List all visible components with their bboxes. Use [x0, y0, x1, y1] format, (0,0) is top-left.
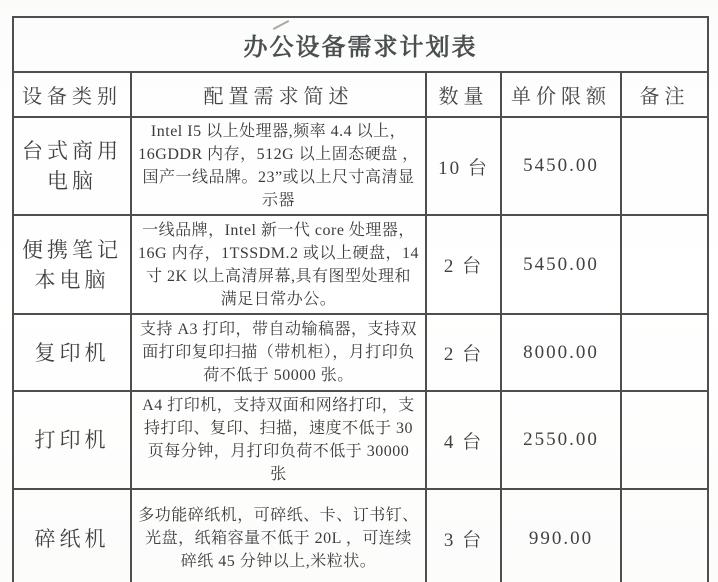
- cell-description: 支持 A3 打印，带自动输稿器，支持双面打印复印扫描（带机柜），月打印负荷不低于 50000 张。: [131, 314, 426, 391]
- cell-quantity: 10 台: [426, 117, 501, 215]
- cell-unit-price-limit: 990.00: [501, 489, 621, 582]
- table-title-row: [13, 17, 708, 72]
- cell-category: 碎纸机: [13, 489, 131, 582]
- cell-unit-price-limit: 8000.00: [501, 314, 621, 391]
- cell-quantity: 2 台: [426, 314, 501, 391]
- cell-description: A4 打印机，支持双面和网络打印，支持打印、复印、扫描，速度不低于 30 页每分钟，月打印负荷不低于 30000 张: [131, 391, 426, 489]
- table-row-laptop: [13, 215, 708, 314]
- cell-category: 便携笔记本电脑: [13, 215, 131, 314]
- table-row-copier: [13, 314, 708, 391]
- equipment-plan-table: [12, 16, 709, 582]
- table-row-desktop-computer: [13, 117, 708, 215]
- cell-description: Intel I5 以上处理器,频率 4.4 以上，16GDDR 内存，512G 以上固态硬盘 ，国产一线品牌。23”或以上尺寸高清显示器: [131, 117, 426, 215]
- table-row-shredder: [13, 489, 708, 582]
- cell-remark: [621, 117, 708, 215]
- page-title: 办公设备需求计划表: [13, 17, 708, 72]
- cell-category: 台式商用电脑: [13, 117, 131, 215]
- cell-unit-price-limit: 2550.00: [501, 391, 621, 489]
- cell-remark: [621, 391, 708, 489]
- col-header-remark: 备注: [621, 72, 708, 117]
- cell-description: 一线品牌，Intel 新一代 core 处理器，16G 内存，1TSSDM.2 或以上硬盘，14 寸 2K 以上高清屏幕,具有图型处理和满足日常办公。: [131, 215, 426, 314]
- cell-category: 复印机: [13, 314, 131, 391]
- cell-unit-price-limit: 5450.00: [501, 215, 621, 314]
- table-header-row: [13, 72, 708, 117]
- cell-quantity: 4 台: [426, 391, 501, 489]
- cell-description: 多功能碎纸机，可碎纸、卡、订书钉、光盘，纸箱容量不低于 20L ，可连续碎纸 45 分钟以上,米粒状。: [131, 489, 426, 582]
- col-header-quantity: 数量: [426, 72, 501, 117]
- cell-remark: [621, 314, 708, 391]
- cell-unit-price-limit: 5450.00: [501, 117, 621, 215]
- table-row-printer: [13, 391, 708, 489]
- cell-category: 打印机: [13, 391, 131, 489]
- cell-quantity: 2 台: [426, 215, 501, 314]
- col-header-unit-price-limit: 单价限额: [501, 72, 621, 117]
- col-header-category: 设备类别: [13, 72, 131, 117]
- col-header-config-brief: 配置需求简述: [131, 72, 426, 117]
- cell-quantity: 3 台: [426, 489, 501, 582]
- cell-remark: [621, 215, 708, 314]
- cell-remark: [621, 489, 708, 582]
